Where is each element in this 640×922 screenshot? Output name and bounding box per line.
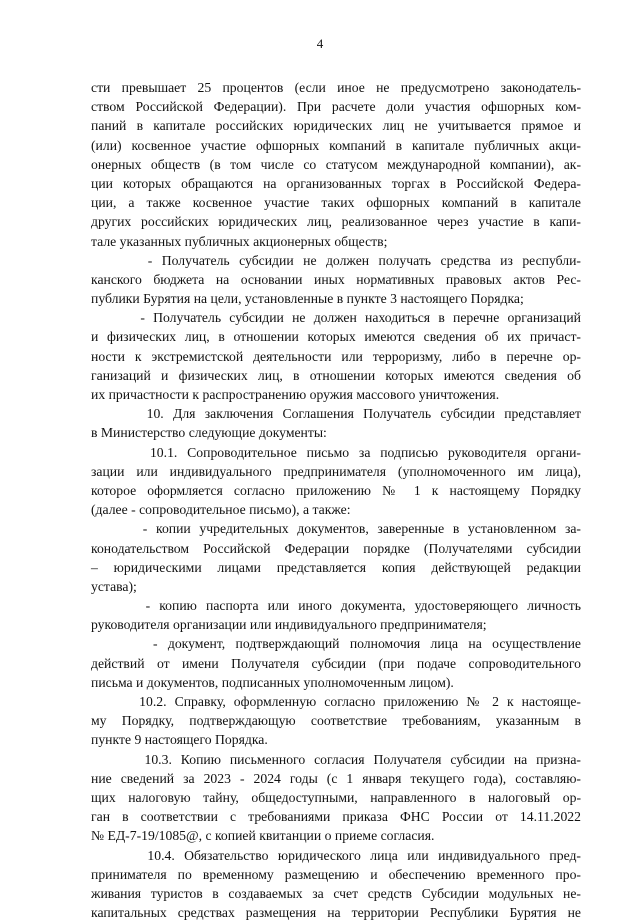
text-line: 10. Для заключения Соглашения Получатель субсидии представляет — [91, 406, 581, 422]
text-line: (далее - сопроводительное письмо), а также: — [91, 502, 351, 518]
text-line: щих налоговую тайну, общедоступными, направленного в налоговый ор- — [91, 789, 581, 805]
text-line: 10.3. Копию письменного согласия Получателя субсидии на призна- — [91, 751, 581, 767]
text-line: му Порядку, подтверждающую соответствие требованиям, указанным в — [91, 713, 581, 729]
text-line: и физических лиц, в отношении которых имеются сведения об их причаст- — [91, 329, 581, 345]
text-line: ние сведений за 2023 - 2024 годы (с 1 января текущего года), составляю- — [91, 770, 581, 786]
document-body — [91, 78, 581, 922]
text-line: живания туристов в создаваемых за счет средств Субсидии модульных не- — [91, 885, 581, 901]
text-line: ции, а также косвенное участие таких офшорных компаний в капитале — [91, 195, 581, 211]
text-line: 10.1. Сопроводительное письмо за подписью руководителя органи- — [91, 444, 581, 460]
text-line: - Получатель субсидии не должен находиться в перечне организаций — [91, 310, 581, 326]
text-line: № ЕД-7-19/1085@, с копией квитанции о приеме согласия. — [91, 828, 435, 844]
text-line: их причастности к распространению оружия массового уничтожения. — [91, 387, 500, 402]
text-line: 10.2. Справку, оформленную согласно приложению № 2 к настояще- — [91, 694, 581, 709]
text-line: других российских юридических лиц, реализованное через участие в капи- — [91, 214, 581, 230]
text-line: ган в соответствии с требованиями приказа ФНС России от 14.11.2022 — [91, 809, 581, 825]
text-line: устава); — [91, 578, 137, 594]
text-line: – юридическими лицами представляется копия действующей редакции — [91, 559, 581, 575]
text-line: ции которых обращаются на организованных торгах в Российской Федера- — [91, 175, 581, 191]
text-line: ством Российской Федерации). При расчете доли участия офшорных ком- — [91, 99, 581, 115]
page-number: 4 — [316, 36, 324, 51]
text-line: действий от имени Получателя субсидии (при подаче сопроводительного — [91, 655, 581, 671]
text-line: публики Бурятия на цели, установленные в пункте 3 настоящего Порядка; — [91, 291, 524, 307]
text-line: онерных обществ (в том числе со статусом международной компании), ак- — [91, 156, 581, 172]
text-line: 10.4. Обязательство юридического лица или индивидуального пред- — [91, 847, 581, 863]
text-line: письма и документов, подписанных уполномоченным лицом). — [91, 674, 454, 690]
text-line: руководителя организации или индивидуального предпринимателя; — [91, 617, 487, 633]
text-line: тале указанных публичных акционерных обществ; — [91, 233, 388, 249]
text-line: канского бюджета на основании иных нормативных правовых актов Рес- — [91, 271, 581, 287]
text-line: сти превышает 25 процентов (если иное не предусмотрено законодатель- — [91, 80, 581, 95]
text-line: - копию паспорта или иного документа, удостоверяющего личность — [91, 598, 581, 614]
text-line: (или) косвенное участие офшорных компаний в капитале публичных акци- — [91, 137, 581, 153]
text-line: зации или индивидуального предпринимателя (уполномоченного им лица), — [91, 463, 581, 479]
text-line: которое оформляется согласно приложению № 1 к настоящему Порядку — [91, 482, 581, 498]
text-line: - копии учредительных документов, заверенные в установленном за- — [91, 521, 581, 537]
text-line: - Получатель субсидии не должен получать средства из республи- — [91, 252, 581, 268]
text-line: - документ, подтверждающий полномочия лица на осуществление — [91, 636, 581, 652]
text-line: ганизаций и физических лиц, в отношении которых имеются сведения об — [91, 367, 581, 383]
text-line: принимателя по временному размещению и обеспечению временного про- — [91, 866, 581, 882]
text-line: в Министерство следующие документы: — [91, 425, 327, 441]
text-line: капитальных средствах размещения на территории Республики Бурятия не — [91, 905, 581, 921]
text-line: ности к экстремистской деятельности или терроризму, либо в перечне ор- — [91, 348, 581, 364]
text-line: конодательством Российской Федерации порядке (Получателями субсидии — [91, 540, 581, 556]
text-line: паний в капитале российских юридических лиц не учитывается прямое и — [91, 118, 581, 134]
text-line: пункте 9 настоящего Порядка. — [91, 732, 268, 748]
